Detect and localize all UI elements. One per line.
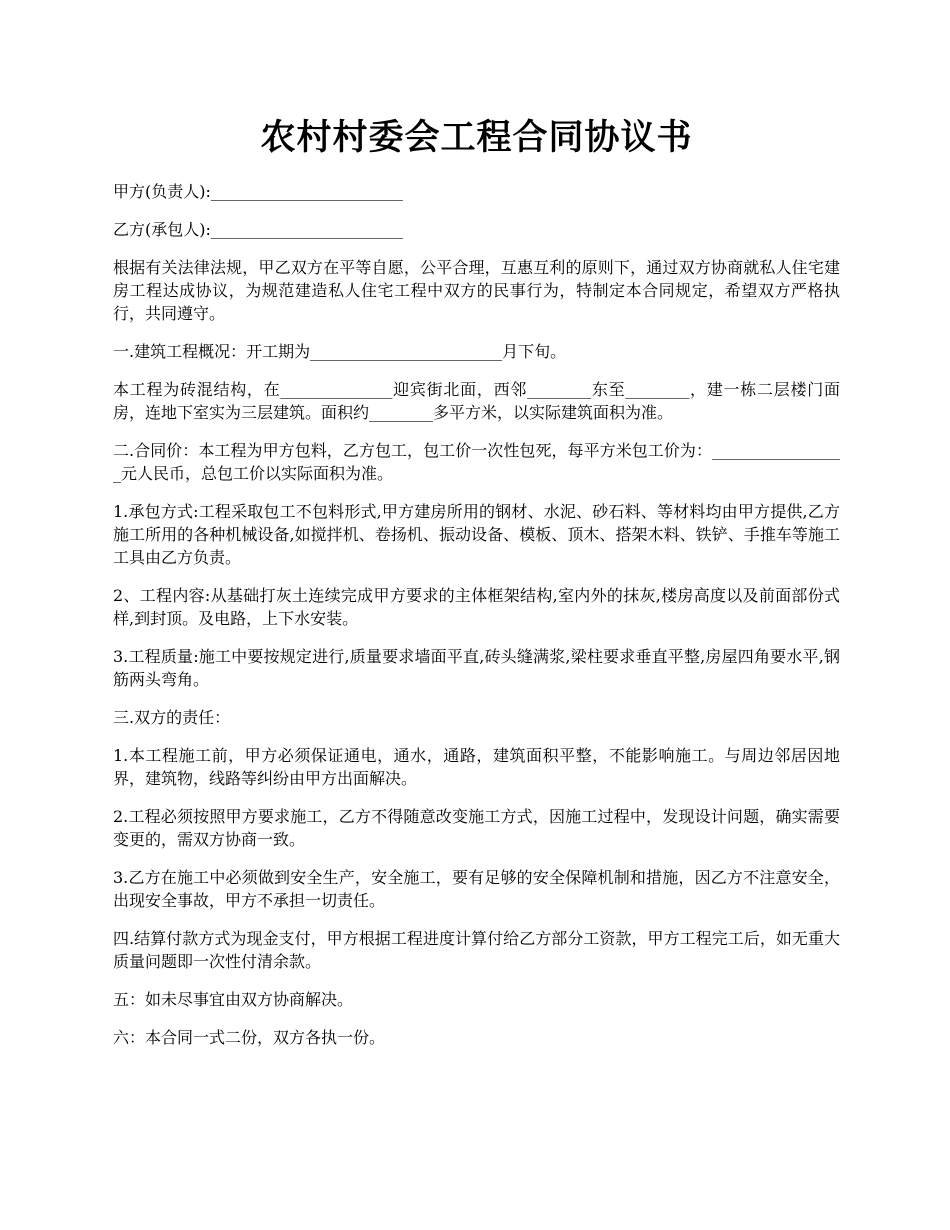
- document-title: 农村村委会工程合同协议书: [260, 117, 693, 158]
- party-b-line: 乙方(承包人):________________________: [113, 220, 403, 239]
- section-1-overview: 一.建筑工程概况：开工期为________________________月下旬。: [113, 342, 567, 361]
- section-5-unresolved-matters: 五：如未尽事宜由双方协商解决。: [113, 990, 354, 1009]
- responsibility-1: 1.本工程施工前，甲方必须保证通电，通水，通路，建筑面积平整，不能影响施工。与周边邻居因地界，建筑物，线路等纠纷由甲方出面解决。: [113, 746, 840, 788]
- clause-work-content: 2、工程内容:从基础打灰土连续完成甲方要求的主体框架结构,室内外的抹灰,楼房高度以及前面部份式样,到封顶。及电路，上下水安装。: [113, 586, 840, 628]
- party-a-line: 甲方(负责人):________________________: [113, 182, 403, 201]
- project-description-paragraph: 本工程为砖混结构，在______________迎宾街北面，西邻________东至________，建一栋二层楼门面房，连地下室实为三层建筑。面积约________多平方米，以实际建筑面积为准。: [113, 380, 840, 422]
- responsibility-2: 2.工程必须按照甲方要求施工，乙方不得随意改变施工方式，因施工过程中，发现设计问题，确实需要变更的，需双方协商一致。: [113, 807, 840, 849]
- section-3-responsibilities: 三.双方的责任：: [113, 708, 231, 727]
- responsibility-3: 3.乙方在施工中必须做到安全生产，安全施工，要有足够的安全保障机制和措施，因乙方不注意安全，出现安全事故，甲方不承担一切责任。: [113, 868, 840, 910]
- clause-work-quality: 3.工程质量:施工中要按规定进行,质量要求墙面平直,砖头缝满浆,梁柱要求垂直平整,房屋四角要水平,钢筋两头弯角。: [113, 647, 840, 689]
- section-6-copies: 六：本合同一式二份，双方各执一份。: [113, 1028, 386, 1047]
- preamble-paragraph: 根据有关法律法规，甲乙双方在平等自愿，公平合理，互惠互利的原则下，通过双方协商就私人住宅建房工程达成协议，为规范建造私人住宅工程中双方的民事行为，特制定本合同规定，希望双方严格执行，共同遵守。: [113, 258, 840, 323]
- clause-contract-method: 1.承包方式:工程采取包工不包料形式,甲方建房所用的钢材、水泥、砂石料、等材料均由甲方提供,乙方施工所用的各种机械设备,如搅拌机、卷扬机、振动设备、模板、顶木、搭架木料、铁铲、手推车等施工工具由乙方负责。: [113, 502, 840, 567]
- document-page: [113, 112, 840, 1064]
- section-2-contract-price: 二.合同价：本工程为甲方包料，乙方包工，包工价一次性包死，每平方米包工价为：_________________元人民币，总包工价以实际面积为准。: [113, 441, 840, 483]
- section-4-payment: 四.结算付款方式为现金支付，甲方根据工程进度计算付给乙方部分工资款，甲方工程完工后，如无重大质量问题即一次性付清余款。: [113, 929, 840, 971]
